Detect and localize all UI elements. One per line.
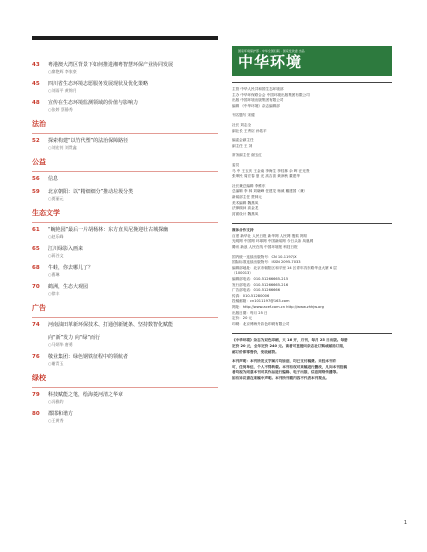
divider [232, 223, 392, 224]
masthead-tagline: 国家环境保护部 · 中华全国妇联 · 国家发改委 出品 [238, 49, 305, 53]
toc-title: 信息 [48, 176, 59, 182]
toc-entry[interactable] [32, 100, 222, 113]
section-heading: 绿校 [32, 374, 46, 382]
info-line: 副社长 王秀臣 孙佑平 [232, 128, 267, 133]
info-line: 编辑 《中华环境》杂志编辑部 [232, 103, 280, 108]
info-line: 国际标准连续出版物号：ISSN 2095-7033 [232, 260, 301, 265]
info-line: 邮订价即零售价，免收邮资。 [232, 349, 279, 354]
info-line: 可，任何单位、个人不得转载。本刊有权对来稿进行删改，凡向本刊投稿 [232, 364, 347, 369]
toc-entry[interactable] [32, 335, 222, 348]
toc-entry[interactable] [32, 392, 222, 405]
toc-author: ○冯雅约 [48, 399, 64, 404]
info-line: 常务副主任 谢玉红 [232, 153, 262, 158]
info-line: 刊名题写 宋健 [232, 113, 255, 118]
toc-title: 鹤洲，生态大观园 [48, 284, 89, 290]
info-line: 委员 [232, 162, 240, 167]
toc-title: 向“新”发力 向“绿”而行 [48, 335, 100, 341]
info-line: 编辑部地址：北京市朝阳区和平里 14 区青年沟东路华业大厦 6 层 [232, 265, 337, 270]
info-line: 社长 刘志全 [232, 122, 252, 127]
masthead [232, 46, 392, 76]
toc-title: 敬业集团：绿色钢铁征程中的领航者 [48, 354, 129, 360]
section-rule [32, 133, 218, 134]
table-of-contents [32, 62, 222, 430]
toc-entry[interactable] [32, 227, 222, 240]
info-line: 如有异议请在来稿中声明。本刊所刊载内容不代表本刊观点。 [232, 375, 330, 380]
info-line: 社长兼总编辑 李维东 [232, 183, 266, 188]
media-support-block [232, 228, 392, 327]
toc-entry[interactable] [32, 265, 222, 278]
toc-page-number: 74 [32, 322, 40, 328]
toc-page-number: 70 [32, 284, 40, 290]
toc-entry[interactable] [32, 62, 222, 75]
toc-author: ○马炳华 唐勇 [48, 342, 73, 347]
toc-title: 牛蛙，你去哪儿了？ [48, 265, 94, 271]
toc-page-number: 79 [32, 392, 40, 398]
toc-page-number: 59 [32, 189, 40, 195]
section-rule [32, 222, 218, 223]
info-line: （100013） [232, 271, 253, 276]
toc-entry[interactable] [32, 322, 222, 329]
toc-title: 科技赋能之笔，绘海菱河清之华章 [48, 392, 124, 398]
toc-title: 郡邯和谐方 [48, 411, 74, 417]
info-line: 总编辑 李 林 刘晓峰 任建龙 杨威 戴建国（兼） [232, 189, 308, 194]
section-rule [32, 317, 218, 318]
info-line: 本刊声明：本刊所发文字图片均原创，均已支付稿费。未经本刊许 [232, 359, 337, 364]
divider [232, 82, 392, 83]
toc-author: ○刘宏钊 刘贯鑫 [48, 145, 77, 150]
toc-title: “蜿艳园”最后一片胡杨林：东方直贝尼挽迎壮古城探幽 [48, 227, 169, 233]
toc-page-number: 56 [32, 176, 40, 182]
info-line: 印刷：北京博海升彩色印刷有限公司 [232, 321, 290, 326]
toc-author: ○贾丽元 [48, 196, 64, 201]
info-line: 百度 新华社 人民日报 新华网 人民网 搜狐 网易 [232, 233, 308, 238]
page-number: 1 [403, 520, 407, 526]
toc-entry[interactable] [32, 176, 222, 183]
section-rule [32, 387, 218, 388]
top-rule [32, 36, 218, 40]
info-line: 腾讯 新浪 人民在线 中国环境报 科技日报 [232, 245, 298, 250]
info-line: 定价 20 元，全年定价 240 元。读者可直接向杂志社订购或邮局订阅， [232, 343, 347, 348]
toc-title: 四川省生态环境志愿服务发展现状及优化策略 [48, 81, 149, 87]
info-line: 出版 中国环境出版集团有限公司 [232, 98, 284, 103]
section-heading: 法治 [32, 120, 46, 128]
toc-author: ○蒋谷文 [48, 253, 64, 258]
info-line: 法律顾问 高金龙 [232, 206, 259, 211]
info-line: 编辑部电话：010-51266665-215 [232, 277, 289, 282]
info-line: 网址：http://www.acef.com.cn http://www.zhhjw.org [232, 305, 324, 309]
info-line: 传真：010-51280006 [232, 293, 270, 298]
toc-entry[interactable] [32, 138, 222, 151]
toc-title: 北京朝阳：以“精细细分”推动垃圾分类 [48, 189, 134, 195]
toc-author: ○徐丰 [48, 291, 60, 296]
info-line: 主办 中华环保联合会 中国环境出版集团有限公司 [232, 92, 310, 97]
toc-entry[interactable] [32, 189, 222, 202]
toc-entry[interactable] [32, 354, 222, 367]
section-heading: 公益 [32, 158, 46, 166]
divider [232, 333, 392, 334]
toc-entry[interactable] [32, 246, 222, 259]
info-line: 者均视为同意本刊对其作品进行编辑、电子出版、信息网络传播等。 [232, 370, 340, 375]
info-line: 封面设计 魏燕凤 [232, 211, 259, 216]
info-line: 媒体合作支持 [232, 228, 254, 233]
toc-page-number: 61 [32, 227, 40, 233]
info-line: 编委会副主任 [232, 138, 254, 143]
info-line: 新闻部主任 贾林元 [232, 194, 262, 199]
toc-author: ○曹琳 [48, 272, 60, 277]
toc-author: ○廖艳辉 李家豪 [48, 69, 77, 74]
info-line: 主管 中华人民共和国生态环境部 [232, 87, 284, 91]
info-line: 副主任 王 刘 [232, 143, 253, 148]
toc-page-number: 43 [32, 62, 40, 68]
info-line: 马 中 王玉庆 王金南 李海生 李桂林 余 晖 汪光焘 [232, 168, 310, 173]
toc-entry[interactable] [32, 81, 222, 94]
toc-title: 粤港澳大湾区背景下如何推进湘粤智慧环保产业协同发展 [48, 62, 174, 68]
toc-title: 探索构建“以竹代塑”的法治保障路径 [48, 138, 129, 144]
section-heading: 生态文学 [32, 209, 60, 217]
notice-block [232, 338, 392, 381]
toc-author: ○刘雨平 黄锦月 [48, 88, 77, 93]
toc-page-number: 52 [32, 138, 40, 144]
toc-title: 宣传在生态环境监测领域的价值与影响力 [48, 100, 139, 106]
toc-author: ○王黄秀 [48, 418, 64, 423]
toc-page-number: 45 [32, 81, 40, 87]
toc-author: ○张婷 蔡静秀 [48, 107, 73, 112]
info-line: 美术编辑 魏燕凤 [232, 200, 259, 205]
info-line: 广告部电话：010-51266666 [232, 288, 281, 293]
toc-title: 江川绿影入画来 [48, 246, 84, 252]
info-line: 投稿邮箱：cn1011197@163.com [232, 299, 290, 304]
colophon-block [232, 87, 392, 217]
info-line: 张坤民 周宏春 夏 光 高吉喜 黄润秋 董建华 [232, 174, 300, 179]
toc-author: ○赵乐峰 [48, 234, 64, 239]
info-line: 出版日期：每月 25 日 [232, 310, 268, 315]
toc-title: 河南油田革新环保技术、打通创新链条、坚持数智化赋能 [48, 322, 174, 328]
toc-entry[interactable] [32, 411, 222, 424]
masthead-title: 中华环境 [238, 53, 303, 71]
section-rule [32, 171, 218, 172]
colophon-column [232, 46, 392, 382]
toc-page-number: 65 [32, 246, 40, 252]
info-line: 光明网 中国网 环球网 中国新闻网 今日头条 凤凰网 [232, 239, 314, 244]
toc-page-number: 76 [32, 354, 40, 360]
info-line: 发行部电话：010-51266665-216 [232, 282, 289, 287]
toc-page-number: 80 [32, 411, 40, 417]
toc-page-number: 68 [32, 265, 40, 271]
toc-entry[interactable] [32, 284, 222, 297]
toc-page-number: 48 [32, 100, 40, 106]
info-line: 《中华环境》杂志为双色印刷，大 16 开，月刊，每月 25 日出版。每册 [232, 338, 348, 343]
info-line: 定价：20 元 [232, 316, 253, 321]
toc-author: ○谢青玉 [48, 361, 64, 366]
info-line: 国内统一连续出版物号：CN 10-1197/X [232, 254, 297, 259]
section-heading: 广告 [32, 304, 46, 312]
